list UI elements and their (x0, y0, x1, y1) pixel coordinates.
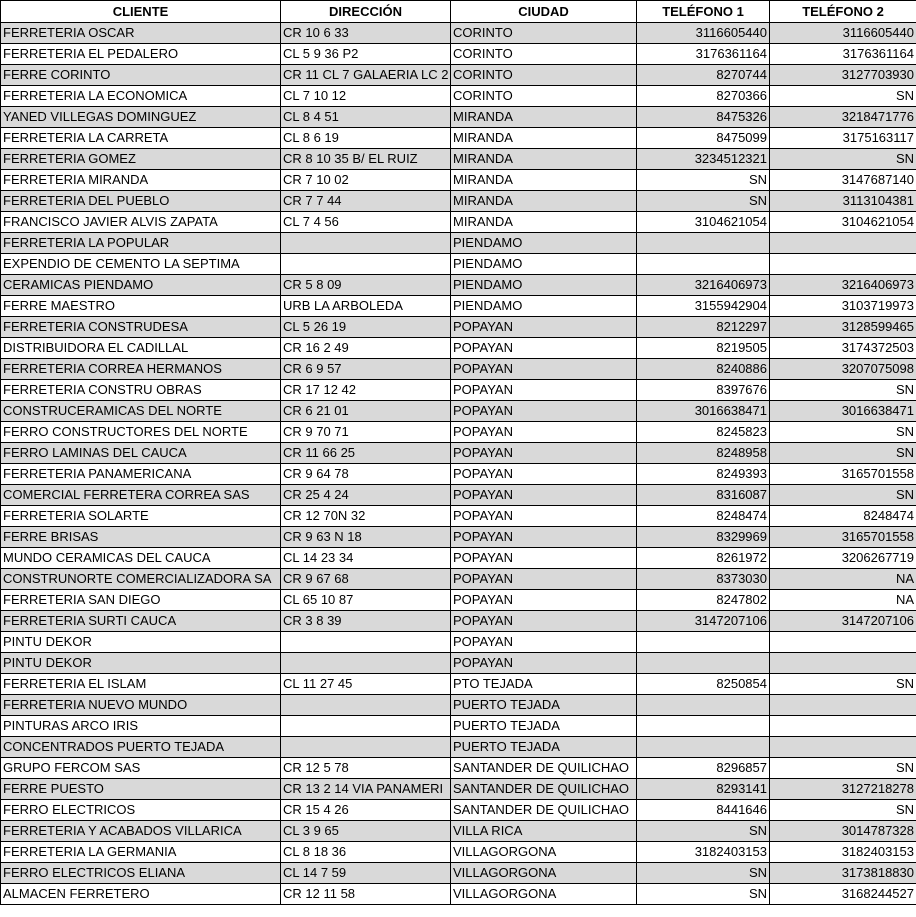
cell-direccion: CR 10 6 33 (281, 23, 451, 44)
cell-telefono-1: 8296857 (637, 758, 770, 779)
cell-ciudad: POPAYAN (451, 590, 637, 611)
header-cliente: CLIENTE (1, 1, 281, 23)
cell-cliente: FERRE CORINTO (1, 65, 281, 86)
header-direccion: DIRECCIÓN (281, 1, 451, 23)
table-row (1, 548, 916, 569)
cell-telefono-1: 3016638471 (637, 401, 770, 422)
cell-ciudad: POPAYAN (451, 338, 637, 359)
cell-telefono-2: 3173818830 (770, 863, 916, 884)
cell-direccion: CL 8 6 19 (281, 128, 451, 149)
cell-direccion (281, 233, 451, 254)
cell-ciudad: SANTANDER DE QUILICHAO (451, 779, 637, 800)
table-row (1, 716, 916, 737)
cell-telefono-2: 3207075098 (770, 359, 916, 380)
cell-direccion: CR 7 7 44 (281, 191, 451, 212)
table-row (1, 632, 916, 653)
cell-telefono-1: 8329969 (637, 527, 770, 548)
cell-cliente: FERRO ELECTRICOS (1, 800, 281, 821)
table-row (1, 590, 916, 611)
cell-cliente: PINTU DEKOR (1, 632, 281, 653)
cell-telefono-2: 3103719973 (770, 296, 916, 317)
cell-cliente: PINTURAS ARCO IRIS (1, 716, 281, 737)
cell-cliente: FERRETERIA LA CARRETA (1, 128, 281, 149)
cell-direccion: CR 5 8 09 (281, 275, 451, 296)
cell-telefono-1: SN (637, 884, 770, 905)
table-row (1, 422, 916, 443)
cell-ciudad: SANTANDER DE QUILICHAO (451, 800, 637, 821)
table-row (1, 884, 916, 905)
table-row (1, 695, 916, 716)
cell-telefono-2: SN (770, 800, 916, 821)
cell-telefono-2: 3218471776 (770, 107, 916, 128)
cell-direccion: CR 12 70N 32 (281, 506, 451, 527)
cell-ciudad: POPAYAN (451, 359, 637, 380)
cell-ciudad: MIRANDA (451, 170, 637, 191)
cell-direccion: CR 13 2 14 VIA PANAMERI (281, 779, 451, 800)
cell-direccion: CL 5 9 36 P2 (281, 44, 451, 65)
cell-telefono-2: 3104621054 (770, 212, 916, 233)
cell-telefono-1: 8261972 (637, 548, 770, 569)
cell-telefono-2: 3128599465 (770, 317, 916, 338)
cell-direccion: CR 12 5 78 (281, 758, 451, 779)
cell-cliente: FERRETERIA DEL PUEBLO (1, 191, 281, 212)
cell-cliente: FERRETERIA LA ECONOMICA (1, 86, 281, 107)
cell-direccion: CR 3 8 39 (281, 611, 451, 632)
cell-telefono-1 (637, 632, 770, 653)
cell-cliente: FERRETERIA MIRANDA (1, 170, 281, 191)
cell-ciudad: POPAYAN (451, 422, 637, 443)
cell-cliente: FERRETERIA EL PEDALERO (1, 44, 281, 65)
cell-telefono-2 (770, 632, 916, 653)
cell-direccion: CL 5 26 19 (281, 317, 451, 338)
cell-ciudad: POPAYAN (451, 569, 637, 590)
cell-telefono-1: 8250854 (637, 674, 770, 695)
cell-cliente: PINTU DEKOR (1, 653, 281, 674)
cell-direccion (281, 716, 451, 737)
cell-ciudad: POPAYAN (451, 485, 637, 506)
cell-direccion (281, 632, 451, 653)
cell-direccion (281, 737, 451, 758)
cell-telefono-1: 8373030 (637, 569, 770, 590)
cell-telefono-1 (637, 695, 770, 716)
cell-telefono-2: 3016638471 (770, 401, 916, 422)
cell-telefono-2: 3174372503 (770, 338, 916, 359)
table-row (1, 212, 916, 233)
cell-telefono-1: 3147207106 (637, 611, 770, 632)
cell-telefono-1: 8248958 (637, 443, 770, 464)
cell-direccion: CR 17 12 42 (281, 380, 451, 401)
table-row (1, 674, 916, 695)
cell-telefono-1 (637, 716, 770, 737)
table-row (1, 401, 916, 422)
cell-direccion (281, 653, 451, 674)
cell-telefono-2 (770, 716, 916, 737)
cell-telefono-1: 3234512321 (637, 149, 770, 170)
cell-telefono-1: SN (637, 191, 770, 212)
cell-telefono-1: 8248474 (637, 506, 770, 527)
cell-telefono-1: 3216406973 (637, 275, 770, 296)
cell-telefono-2: 3127703930 (770, 65, 916, 86)
cell-ciudad: POPAYAN (451, 548, 637, 569)
cell-cliente: FERRETERIA OSCAR (1, 23, 281, 44)
cell-telefono-1: 8441646 (637, 800, 770, 821)
cell-direccion: CR 11 CL 7 GALAERIA LC 2 (281, 65, 451, 86)
cell-ciudad: POPAYAN (451, 443, 637, 464)
cell-cliente: FRANCISCO JAVIER ALVIS ZAPATA (1, 212, 281, 233)
cell-ciudad: CORINTO (451, 86, 637, 107)
table-row (1, 359, 916, 380)
cell-ciudad: POPAYAN (451, 653, 637, 674)
cell-direccion: CL 3 9 65 (281, 821, 451, 842)
cell-cliente: FERRO CONSTRUCTORES DEL NORTE (1, 422, 281, 443)
cell-telefono-2: 8248474 (770, 506, 916, 527)
cell-cliente: FERRETERIA CONSTRU OBRAS (1, 380, 281, 401)
cell-ciudad: PIENDAMO (451, 233, 637, 254)
table-row (1, 779, 916, 800)
header-ciudad: CIUDAD (451, 1, 637, 23)
table-row (1, 527, 916, 548)
cell-telefono-1: 8247802 (637, 590, 770, 611)
cell-ciudad: PUERTO TEJADA (451, 737, 637, 758)
cell-cliente: FERRETERIA EL ISLAM (1, 674, 281, 695)
cell-cliente: FERRE BRISAS (1, 527, 281, 548)
cell-ciudad: VILLAGORGONA (451, 842, 637, 863)
table-row (1, 800, 916, 821)
cell-telefono-2: 3014787328 (770, 821, 916, 842)
cell-telefono-2 (770, 653, 916, 674)
cell-cliente: CONCENTRADOS PUERTO TEJADA (1, 737, 281, 758)
table-row (1, 338, 916, 359)
cell-direccion: CL 14 7 59 (281, 863, 451, 884)
cell-cliente: CONSTRUCERAMICAS DEL NORTE (1, 401, 281, 422)
table-row (1, 128, 916, 149)
cell-ciudad: MIRANDA (451, 212, 637, 233)
cell-ciudad: PIENDAMO (451, 296, 637, 317)
table-row (1, 254, 916, 275)
cell-telefono-2 (770, 254, 916, 275)
cell-telefono-2: 3175163117 (770, 128, 916, 149)
table-row (1, 296, 916, 317)
cell-ciudad: CORINTO (451, 23, 637, 44)
cell-direccion: CR 7 10 02 (281, 170, 451, 191)
table-row (1, 149, 916, 170)
cell-direccion: URB LA ARBOLEDA (281, 296, 451, 317)
cell-direccion: CR 12 11 58 (281, 884, 451, 905)
table-row (1, 86, 916, 107)
cell-ciudad: PUERTO TEJADA (451, 695, 637, 716)
cell-direccion: CL 7 4 56 (281, 212, 451, 233)
table-row (1, 464, 916, 485)
cell-telefono-2: 3176361164 (770, 44, 916, 65)
cell-cliente: CERAMICAS PIENDAMO (1, 275, 281, 296)
table-row (1, 653, 916, 674)
cell-ciudad: POPAYAN (451, 632, 637, 653)
cell-telefono-2: SN (770, 674, 916, 695)
table-row (1, 107, 916, 128)
table-row (1, 821, 916, 842)
cell-cliente: FERRETERIA CORREA HERMANOS (1, 359, 281, 380)
cell-telefono-1: 8293141 (637, 779, 770, 800)
cell-telefono-1 (637, 737, 770, 758)
cell-telefono-1: 8249393 (637, 464, 770, 485)
cell-cliente: FERRETERIA SOLARTE (1, 506, 281, 527)
cell-direccion: CR 6 9 57 (281, 359, 451, 380)
cell-telefono-1 (637, 653, 770, 674)
cell-direccion: CR 9 64 78 (281, 464, 451, 485)
cell-telefono-1: 3104621054 (637, 212, 770, 233)
cell-telefono-1: SN (637, 863, 770, 884)
cell-cliente: FERRETERIA GOMEZ (1, 149, 281, 170)
table-row (1, 233, 916, 254)
cell-telefono-1: SN (637, 170, 770, 191)
cell-telefono-1: 8475326 (637, 107, 770, 128)
cell-direccion: CR 15 4 26 (281, 800, 451, 821)
table-row (1, 758, 916, 779)
cell-telefono-1: 8397676 (637, 380, 770, 401)
cell-telefono-2 (770, 737, 916, 758)
cell-telefono-2: 3165701558 (770, 464, 916, 485)
cell-telefono-1: 8212297 (637, 317, 770, 338)
cell-telefono-1: 3116605440 (637, 23, 770, 44)
cell-telefono-1: 3176361164 (637, 44, 770, 65)
table-row (1, 737, 916, 758)
cell-ciudad: PUERTO TEJADA (451, 716, 637, 737)
header-telefono-1: TELÉFONO 1 (637, 1, 770, 23)
cell-direccion: CL 14 23 34 (281, 548, 451, 569)
cell-cliente: COMERCIAL FERRETERA CORREA SAS (1, 485, 281, 506)
cell-cliente: FERRETERIA CONSTRUDESA (1, 317, 281, 338)
cell-cliente: FERRO ELECTRICOS ELIANA (1, 863, 281, 884)
cell-ciudad: MIRANDA (451, 149, 637, 170)
cell-direccion: CR 9 63 N 18 (281, 527, 451, 548)
cell-ciudad: MIRANDA (451, 128, 637, 149)
cell-telefono-1: 8245823 (637, 422, 770, 443)
cell-telefono-1: 3182403153 (637, 842, 770, 863)
cell-ciudad: POPAYAN (451, 527, 637, 548)
cell-direccion: CL 11 27 45 (281, 674, 451, 695)
cell-telefono-2 (770, 695, 916, 716)
cell-direccion: CL 8 4 51 (281, 107, 451, 128)
cell-ciudad: POPAYAN (451, 506, 637, 527)
cell-telefono-2: SN (770, 149, 916, 170)
cell-telefono-1: 8475099 (637, 128, 770, 149)
header-row (1, 1, 916, 23)
cell-cliente: FERRETERIA SURTI CAUCA (1, 611, 281, 632)
cell-telefono-2: NA (770, 590, 916, 611)
table-row (1, 842, 916, 863)
cell-direccion: CR 25 4 24 (281, 485, 451, 506)
cell-ciudad: VILLAGORGONA (451, 884, 637, 905)
cell-direccion (281, 254, 451, 275)
cell-telefono-2: 3182403153 (770, 842, 916, 863)
cell-cliente: DISTRIBUIDORA EL CADILLAL (1, 338, 281, 359)
table-row (1, 275, 916, 296)
cell-cliente: MUNDO CERAMICAS DEL CAUCA (1, 548, 281, 569)
cell-direccion: CL 8 18 36 (281, 842, 451, 863)
cell-telefono-2: SN (770, 758, 916, 779)
cell-telefono-2 (770, 233, 916, 254)
cell-direccion: CL 65 10 87 (281, 590, 451, 611)
cell-ciudad: PIENDAMO (451, 254, 637, 275)
cell-telefono-1 (637, 254, 770, 275)
cell-direccion: CR 16 2 49 (281, 338, 451, 359)
cell-telefono-1: 8219505 (637, 338, 770, 359)
cell-ciudad: CORINTO (451, 65, 637, 86)
cell-direccion: CR 8 10 35 B/ EL RUIZ (281, 149, 451, 170)
cell-telefono-1: 8270366 (637, 86, 770, 107)
cell-cliente: ALMACEN FERRETERO (1, 884, 281, 905)
cell-ciudad: MIRANDA (451, 107, 637, 128)
cell-cliente: FERRO LAMINAS DEL CAUCA (1, 443, 281, 464)
cell-ciudad: VILLAGORGONA (451, 863, 637, 884)
cell-ciudad: POPAYAN (451, 611, 637, 632)
cell-telefono-1: 8240886 (637, 359, 770, 380)
cell-cliente: GRUPO FERCOM SAS (1, 758, 281, 779)
cell-cliente: FERRE PUESTO (1, 779, 281, 800)
cell-ciudad: PTO TEJADA (451, 674, 637, 695)
cell-ciudad: VILLA RICA (451, 821, 637, 842)
cell-telefono-1: 8316087 (637, 485, 770, 506)
table-row (1, 170, 916, 191)
cell-telefono-2: 3147687140 (770, 170, 916, 191)
cell-telefono-2: 3127218278 (770, 779, 916, 800)
table-row (1, 569, 916, 590)
table-row (1, 611, 916, 632)
cell-cliente: FERRETERIA NUEVO MUNDO (1, 695, 281, 716)
cell-telefono-2: 3206267719 (770, 548, 916, 569)
cell-telefono-2: SN (770, 380, 916, 401)
cell-cliente: CONSTRUNORTE COMERCIALIZADORA SA (1, 569, 281, 590)
table-row (1, 317, 916, 338)
cell-ciudad: MIRANDA (451, 191, 637, 212)
cell-telefono-2: 3147207106 (770, 611, 916, 632)
cell-direccion: CR 9 70 71 (281, 422, 451, 443)
table-row (1, 191, 916, 212)
cell-direccion (281, 695, 451, 716)
cell-telefono-2: 3165701558 (770, 527, 916, 548)
cell-cliente: FERRE MAESTRO (1, 296, 281, 317)
cell-telefono-1: SN (637, 821, 770, 842)
cell-telefono-2: 3216406973 (770, 275, 916, 296)
table-row (1, 506, 916, 527)
cell-cliente: FERRETERIA SAN DIEGO (1, 590, 281, 611)
cell-telefono-2: 3168244527 (770, 884, 916, 905)
cell-cliente: YANED VILLEGAS DOMINGUEZ (1, 107, 281, 128)
cell-direccion: CR 11 66 25 (281, 443, 451, 464)
table-row (1, 23, 916, 44)
cell-cliente: FERRETERIA LA GERMANIA (1, 842, 281, 863)
cell-telefono-2: NA (770, 569, 916, 590)
cell-telefono-2: SN (770, 86, 916, 107)
cell-direccion: CR 9 67 68 (281, 569, 451, 590)
table-row (1, 380, 916, 401)
cell-telefono-1: 3155942904 (637, 296, 770, 317)
cell-cliente: FERRETERIA Y ACABADOS VILLARICA (1, 821, 281, 842)
table-row (1, 443, 916, 464)
cell-ciudad: POPAYAN (451, 464, 637, 485)
cell-ciudad: CORINTO (451, 44, 637, 65)
cell-ciudad: POPAYAN (451, 401, 637, 422)
cell-telefono-2: SN (770, 422, 916, 443)
cell-direccion: CL 7 10 12 (281, 86, 451, 107)
cell-telefono-2: 3113104381 (770, 191, 916, 212)
cell-telefono-1 (637, 233, 770, 254)
cell-ciudad: PIENDAMO (451, 275, 637, 296)
cell-telefono-2: 3116605440 (770, 23, 916, 44)
cell-ciudad: POPAYAN (451, 380, 637, 401)
cell-ciudad: SANTANDER DE QUILICHAO (451, 758, 637, 779)
cell-telefono-2: SN (770, 443, 916, 464)
cell-cliente: EXPENDIO DE CEMENTO LA SEPTIMA (1, 254, 281, 275)
cell-direccion: CR 6 21 01 (281, 401, 451, 422)
table-row (1, 65, 916, 86)
table-body (1, 23, 916, 905)
cell-telefono-1: 8270744 (637, 65, 770, 86)
cell-ciudad: POPAYAN (451, 317, 637, 338)
table-row (1, 485, 916, 506)
table-row (1, 863, 916, 884)
cell-cliente: FERRETERIA LA POPULAR (1, 233, 281, 254)
header-telefono-2: TELÉFONO 2 (770, 1, 916, 23)
table-row (1, 44, 916, 65)
cell-telefono-2: SN (770, 485, 916, 506)
cell-cliente: FERRETERIA PANAMERICANA (1, 464, 281, 485)
